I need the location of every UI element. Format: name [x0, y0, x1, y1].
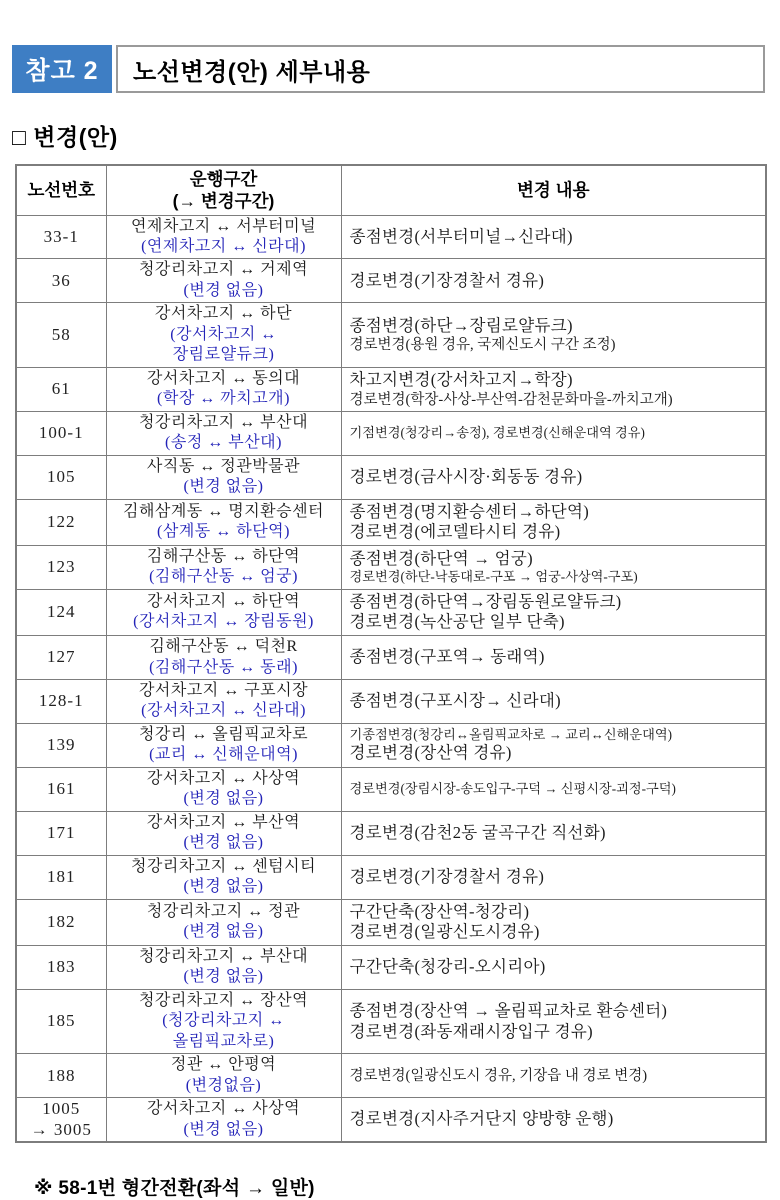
route-number-line: 128-1 — [38, 691, 84, 711]
route-number-cell — [16, 723, 106, 767]
operating-section-cell — [106, 499, 341, 545]
route-number-cell — [16, 367, 106, 411]
changed-section-line: (송정 ↔ 부산대) — [165, 434, 282, 452]
change-detail-line: 종점변경(하단→장림로얄듀크) — [349, 315, 573, 335]
table-row — [16, 589, 766, 635]
current-section-line: 연제차고지 ↔ 서부터미널 — [130, 217, 317, 235]
change-detail-line: 경로변경(일광신도시 경유, 기장읍 내 경로 변경) — [349, 1067, 648, 1084]
route-number-cell — [16, 636, 106, 680]
route-number-line: 185 — [47, 1011, 76, 1031]
table-row — [16, 1098, 766, 1142]
operating-section-cell — [106, 1054, 341, 1098]
changed-section-line: (변경 없음) — [183, 878, 264, 896]
route-number-line: 182 — [47, 912, 76, 932]
changed-section-line: (학장 ↔ 까치고개) — [157, 390, 290, 408]
changed-section-line: 올림픽교차로) — [172, 1032, 275, 1050]
route-number-line: 61 — [51, 379, 71, 399]
table-row — [16, 1054, 766, 1098]
current-section-line: 청강리차고지 ↔ 부산대 — [138, 947, 309, 965]
operating-section-cell — [106, 767, 341, 811]
operating-section-cell — [106, 679, 341, 723]
route-number-line: 58 — [51, 324, 71, 344]
table-row — [16, 259, 766, 303]
route-number-line: 33-1 — [43, 226, 79, 246]
table-row — [16, 303, 766, 367]
current-section-line: 강서차고지 ↔ 사상역 — [146, 1100, 301, 1118]
current-section-line: 강서차고지 ↔ 사상역 — [146, 769, 301, 787]
table-row — [16, 545, 766, 589]
table-row — [16, 989, 766, 1053]
route-number-cell — [16, 1098, 106, 1142]
current-section-line: 청강리 ↔ 올림픽교차로 — [138, 725, 309, 743]
current-section-line: 강서차고지 ↔ 하단 — [154, 305, 293, 323]
table-row — [16, 855, 766, 899]
change-details-cell — [341, 1098, 766, 1142]
change-details-cell — [341, 455, 766, 499]
table-row — [16, 215, 766, 259]
route-number-cell — [16, 811, 106, 855]
route-number-cell — [16, 589, 106, 635]
operating-section-cell — [106, 855, 341, 899]
current-section-line: 김해삼계동 ↔ 명지환승센터 — [122, 502, 325, 520]
changed-section-line: (변경 없음) — [183, 790, 264, 808]
col-header-operating-section — [106, 165, 341, 215]
route-number-cell — [16, 545, 106, 589]
change-detail-line: 경로변경(학장-사상-부산역-감천문화마을-까치고개) — [349, 391, 673, 408]
changed-section-line: (변경 없음) — [183, 923, 264, 941]
changed-section-line: (변경 없음) — [183, 478, 264, 496]
current-section-line: 강서차고지 ↔ 부산역 — [146, 813, 301, 831]
route-number-line: 1005 — [42, 1099, 81, 1119]
change-detail-line: 경로변경(기장경찰서 경유) — [349, 866, 545, 886]
table-row — [16, 411, 766, 455]
table-row — [16, 723, 766, 767]
change-details-cell — [341, 499, 766, 545]
table-header — [16, 165, 766, 215]
page-header — [12, 45, 765, 93]
change-details-cell — [341, 945, 766, 989]
operating-section-cell — [106, 989, 341, 1053]
col-header-operating-section-line1: 운행구간 — [189, 168, 258, 189]
current-section-line: 청강리차고지 ↔ 정관 — [146, 902, 301, 920]
current-section-line: 강서차고지 ↔ 하단역 — [146, 592, 301, 610]
change-detail-line: 경로변경(용원 경유, 국제신도시 구간 조정) — [349, 337, 616, 354]
change-details-cell — [341, 303, 766, 367]
changed-section-line: (변경 없음) — [183, 968, 264, 986]
operating-section-cell — [106, 367, 341, 411]
change-detail-line: 종점변경(서부터미널→신라대) — [349, 226, 573, 246]
change-details-cell — [341, 636, 766, 680]
change-detail-line: 경로변경(좌동재래시장입구 경유) — [349, 1021, 593, 1041]
col-header-change-details — [341, 165, 766, 215]
current-section-line: 강서차고지 ↔ 구포시장 — [138, 681, 309, 699]
col-header-operating-section-line2: (→ 변경구간) — [172, 191, 275, 212]
table-row — [16, 767, 766, 811]
change-detail-line: 구간단축(장산역-청강리) — [349, 901, 530, 921]
current-section-line: 청강리차고지 ↔ 센텀시티 — [130, 857, 317, 875]
operating-section-cell — [106, 455, 341, 499]
col-header-route-number-label: 노선번호 — [27, 179, 96, 200]
table-body — [16, 215, 766, 1142]
operating-section-cell — [106, 811, 341, 855]
changed-section-line: (연제차고지 ↔ 신라대) — [141, 237, 306, 255]
current-section-line: 청강리차고지 ↔ 장산역 — [138, 991, 309, 1009]
change-details-cell — [341, 989, 766, 1053]
changed-section-line: (변경없음) — [185, 1076, 262, 1094]
operating-section-cell — [106, 589, 341, 635]
table-row — [16, 499, 766, 545]
changed-section-line: (김해구산동 ↔ 엄궁) — [149, 568, 298, 586]
change-detail-line: 경로변경(에코델타시티 경유) — [349, 522, 561, 542]
route-number-line: 171 — [47, 823, 76, 843]
operating-section-cell — [106, 545, 341, 589]
changed-section-line: (변경 없음) — [183, 281, 264, 299]
change-detail-line: 경로변경(지사주거단지 양방향 운행) — [349, 1109, 614, 1129]
route-number-cell — [16, 1054, 106, 1098]
route-number-cell — [16, 215, 106, 259]
operating-section-cell — [106, 636, 341, 680]
changed-section-line: (김해구산동 ↔ 동래) — [149, 658, 298, 676]
change-detail-line: 종점변경(하단역→장림동원로얄듀크) — [349, 591, 622, 611]
route-number-line: 127 — [47, 647, 76, 667]
change-details-cell — [341, 411, 766, 455]
route-number-line: 188 — [47, 1065, 76, 1085]
route-number-cell — [16, 259, 106, 303]
operating-section-cell — [106, 1098, 341, 1142]
change-detail-line: 구간단축(청강리-오시리아) — [349, 957, 546, 977]
route-number-line: 124 — [47, 602, 76, 622]
change-detail-line: 종점변경(장산역 → 올림픽교차로 환승센터) — [349, 1000, 668, 1020]
route-number-cell — [16, 679, 106, 723]
route-number-cell — [16, 989, 106, 1053]
table-row — [16, 899, 766, 945]
changed-section-line: (강서차고지 ↔ 신라대) — [141, 702, 306, 720]
change-detail-line: 종점변경(구포역→ 동래역) — [349, 647, 545, 667]
col-header-route-number — [16, 165, 106, 215]
route-number-line: 123 — [47, 557, 76, 577]
route-number-cell — [16, 411, 106, 455]
current-section-line: 강서차고지 ↔ 동의대 — [146, 369, 301, 387]
route-number-line: → 3005 — [30, 1119, 92, 1139]
operating-section-cell — [106, 945, 341, 989]
route-number-line: 105 — [47, 466, 76, 486]
route-number-cell — [16, 899, 106, 945]
route-number-line: 122 — [47, 512, 76, 532]
change-detail-line: 종점변경(명지환승센터→하단역) — [349, 501, 589, 521]
changed-section-line: (삼계동 ↔ 하단역) — [157, 523, 290, 541]
operating-section-cell — [106, 215, 341, 259]
route-number-cell — [16, 945, 106, 989]
table-row — [16, 945, 766, 989]
change-detail-line: 기점변경(청강리→송정), 경로변경(신해운대역 경유) — [349, 424, 645, 440]
changed-section-line: (변경 없음) — [183, 1120, 264, 1138]
table-row — [16, 811, 766, 855]
change-details-cell — [341, 767, 766, 811]
route-number-cell — [16, 855, 106, 899]
route-number-line: 36 — [51, 270, 71, 290]
route-number-cell — [16, 767, 106, 811]
route-number-cell — [16, 303, 106, 367]
current-section-line: 정관 ↔ 안평역 — [170, 1056, 277, 1074]
change-detail-line: 기종점변경(청강리↔올림픽교차로 → 교리↔신해운대역) — [349, 726, 672, 742]
route-change-table — [15, 164, 767, 1143]
operating-section-cell — [106, 899, 341, 945]
change-detail-line: 경로변경(금사시장·회동동 경유) — [349, 466, 583, 486]
changed-section-line: (교리 ↔ 신해운대역) — [149, 746, 298, 764]
change-details-cell — [341, 367, 766, 411]
table-row — [16, 636, 766, 680]
current-section-line: 김해구산동 ↔ 하단역 — [146, 547, 301, 565]
route-number-line: 161 — [47, 779, 76, 799]
changed-section-line: (변경 없음) — [183, 834, 264, 852]
operating-section-cell — [106, 303, 341, 367]
changed-section-line: (강서차고지 ↔ 장림동원) — [133, 613, 314, 631]
reference-badge: 참고 2 — [12, 45, 112, 93]
operating-section-cell — [106, 411, 341, 455]
operating-section-cell — [106, 723, 341, 767]
change-detail-line: 경로변경(장산역 경유) — [349, 743, 512, 763]
route-number-cell — [16, 499, 106, 545]
route-number-cell — [16, 455, 106, 499]
change-details-cell — [341, 589, 766, 635]
change-detail-line: 종점변경(구포시장→ 신라대) — [349, 691, 561, 711]
route-number-line: 181 — [47, 866, 76, 886]
route-number-line: 139 — [47, 735, 76, 755]
change-detail-line: 경로변경(감천2동 굴곡구간 직선화) — [349, 822, 606, 842]
change-details-cell — [341, 259, 766, 303]
change-detail-line: 경로변경(녹산공단 일부 단축) — [349, 612, 565, 632]
table-row — [16, 679, 766, 723]
change-detail-line: 경로변경(장림시장-송도입구-구덕 → 신평시장-괴정-구덕) — [349, 781, 676, 797]
table-row — [16, 367, 766, 411]
current-section-line: 청강리차고지 ↔ 부산대 — [138, 413, 309, 431]
current-section-line: 청강리차고지 ↔ 거제역 — [138, 261, 309, 279]
change-details-cell — [341, 545, 766, 589]
route-number-line: 100-1 — [38, 422, 84, 442]
changed-section-line: 장림로얄듀크) — [172, 346, 275, 364]
footnote: ※ 58-1번 형간전환(좌석 → 일반) — [34, 1178, 315, 1200]
change-detail-line: 경로변경(일광신도시경유) — [349, 922, 540, 942]
col-header-change-details-label: 변경 내용 — [517, 179, 590, 200]
change-details-cell — [341, 723, 766, 767]
changed-section-line: (강서차고지 ↔ — [170, 325, 277, 343]
change-detail-line: 경로변경(기장경찰서 경유) — [349, 270, 545, 290]
table-header-row — [16, 165, 766, 215]
table-row — [16, 455, 766, 499]
change-details-cell — [341, 811, 766, 855]
change-details-cell — [341, 855, 766, 899]
change-details-cell — [341, 679, 766, 723]
current-section-line: 김해구산동 ↔ 덕천R — [149, 638, 298, 656]
change-details-cell — [341, 899, 766, 945]
page-title: 노선변경(안) 세부내용 — [116, 45, 765, 93]
current-section-line: 사직동 ↔ 정관박물관 — [146, 457, 301, 475]
operating-section-cell — [106, 259, 341, 303]
change-detail-line: 경로변경(하단-낙동대로-구포 → 엄궁-사상역-구포) — [349, 569, 638, 585]
section-heading: □ 변경(안) — [12, 124, 118, 150]
changed-section-line: (청강리차고지 ↔ — [162, 1012, 285, 1030]
change-detail-line: 종점변경(하단역 → 엄궁) — [349, 548, 533, 568]
change-detail-line: 차고지변경(강서차고지→학장) — [349, 369, 573, 389]
route-number-line: 183 — [47, 957, 76, 977]
change-details-cell — [341, 215, 766, 259]
change-details-cell — [341, 1054, 766, 1098]
